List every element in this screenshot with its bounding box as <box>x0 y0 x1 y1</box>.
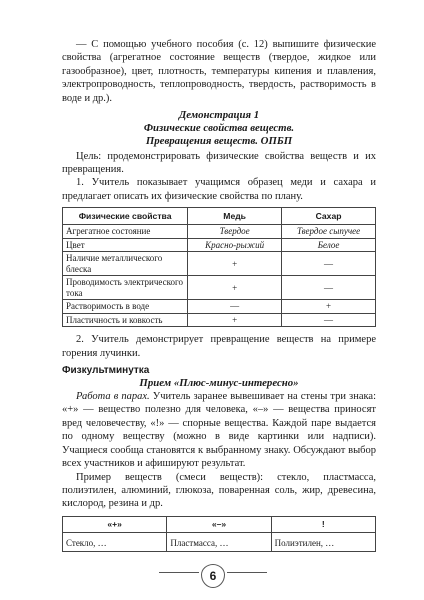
header-copper: Медь <box>188 208 282 225</box>
page-content <box>62 38 376 552</box>
header-sugar: Сахар <box>282 208 376 225</box>
copper-value: — <box>188 300 282 314</box>
examples-paragraph: Пример веществ (смеси веществ): стекло, пластмасса, полиэтилен, алюминий, глюкоза, поваренная соль, жир, древесина, кислород, резина и др. <box>62 471 376 510</box>
sugar-value: + <box>282 300 376 314</box>
header-minus: «–» <box>167 516 271 532</box>
copper-value: Красно-рыжий <box>188 238 282 252</box>
method-text: Учитель заранее вывешивает на стены три знака: «+» — вещество полезно для человека, «–» — вещества приносят вред человечеству, «!» — спорные вещества. Каждой паре выдается по одному веществу (можно в виде картинки или надписи). Учащиеся сообща становятся к выбранному знаку. Обсуждают выбор всех участников и афишируют результат. <box>62 391 377 470</box>
signs-table <box>62 516 376 552</box>
sugar-value: — <box>282 252 376 276</box>
header-interesting: ! <box>271 516 375 532</box>
demo-title-line2: Превращения веществ. ОПБП <box>145 135 293 148</box>
property-name: Пластичность и ковкость <box>63 313 188 327</box>
copper-value: + <box>188 276 282 300</box>
properties-table-header <box>63 208 376 225</box>
sugar-value: Твердое сыпучее <box>282 225 376 239</box>
property-name: Цвет <box>63 238 188 252</box>
properties-table <box>62 207 376 327</box>
page-number-rule-left <box>159 572 199 573</box>
table-row <box>63 252 376 276</box>
table-row <box>63 238 376 252</box>
table-row <box>63 225 376 239</box>
plus-cell: Стекло, … <box>63 532 167 551</box>
table-row <box>63 313 376 327</box>
fizminutka-label: Физкультминутка <box>62 365 150 377</box>
signs-table-header <box>63 516 376 532</box>
property-name: Агрегатное состояние <box>63 225 188 239</box>
demo-step1: 1. Учитель показывает учащимся образец меди и сахара и предлагает описать их физические свойства по плану. <box>62 177 376 202</box>
table-row <box>63 276 376 300</box>
table-row <box>63 300 376 314</box>
demo-goal: Цель: продемонстрировать физические свойства веществ и их превращения. <box>62 150 376 176</box>
header-property: Физические свойства <box>63 208 188 225</box>
sugar-value: Белое <box>282 238 376 252</box>
table-row <box>63 532 376 551</box>
property-name: Наличие металлического блеска <box>63 252 188 276</box>
demo-heading <box>62 109 376 149</box>
method-lead: Работа в парах. <box>76 391 150 403</box>
sugar-value: — <box>282 313 376 327</box>
copper-value: + <box>188 313 282 327</box>
page-number: 6 <box>201 564 225 588</box>
property-name: Растворимость в воде <box>63 300 188 314</box>
method-paragraph <box>62 390 376 470</box>
interesting-cell: Полиэтилен, … <box>271 532 375 551</box>
page-number-rule-right <box>227 572 267 573</box>
copper-value: Твердое <box>188 225 282 239</box>
demo-step2: 2. Учитель демонстрирует превращение веществ на примере горения лучинки. <box>62 334 376 359</box>
method-title: Прием «Плюс-минус-интересно» <box>139 377 299 390</box>
minus-cell: Пластмасса, … <box>167 532 271 551</box>
property-name: Проводимость электрического тока <box>63 276 188 300</box>
header-plus: «+» <box>63 516 167 532</box>
copper-value: + <box>188 252 282 276</box>
sugar-value: — <box>282 276 376 300</box>
demo-title-line1: Физические свойства веществ. <box>143 122 295 135</box>
demo-number: Демонстрация 1 <box>178 109 260 122</box>
intro-paragraph: — С помощью учебного пособия (с. 12) выпишите физические свойства (агрегатное состояние веществ (твердое, жидкое или газообразное), цвет, плотность, температуры кипения и плавления, электропроводность, теплопроводность, твердость, растворимость в воде и др.). <box>62 39 376 104</box>
